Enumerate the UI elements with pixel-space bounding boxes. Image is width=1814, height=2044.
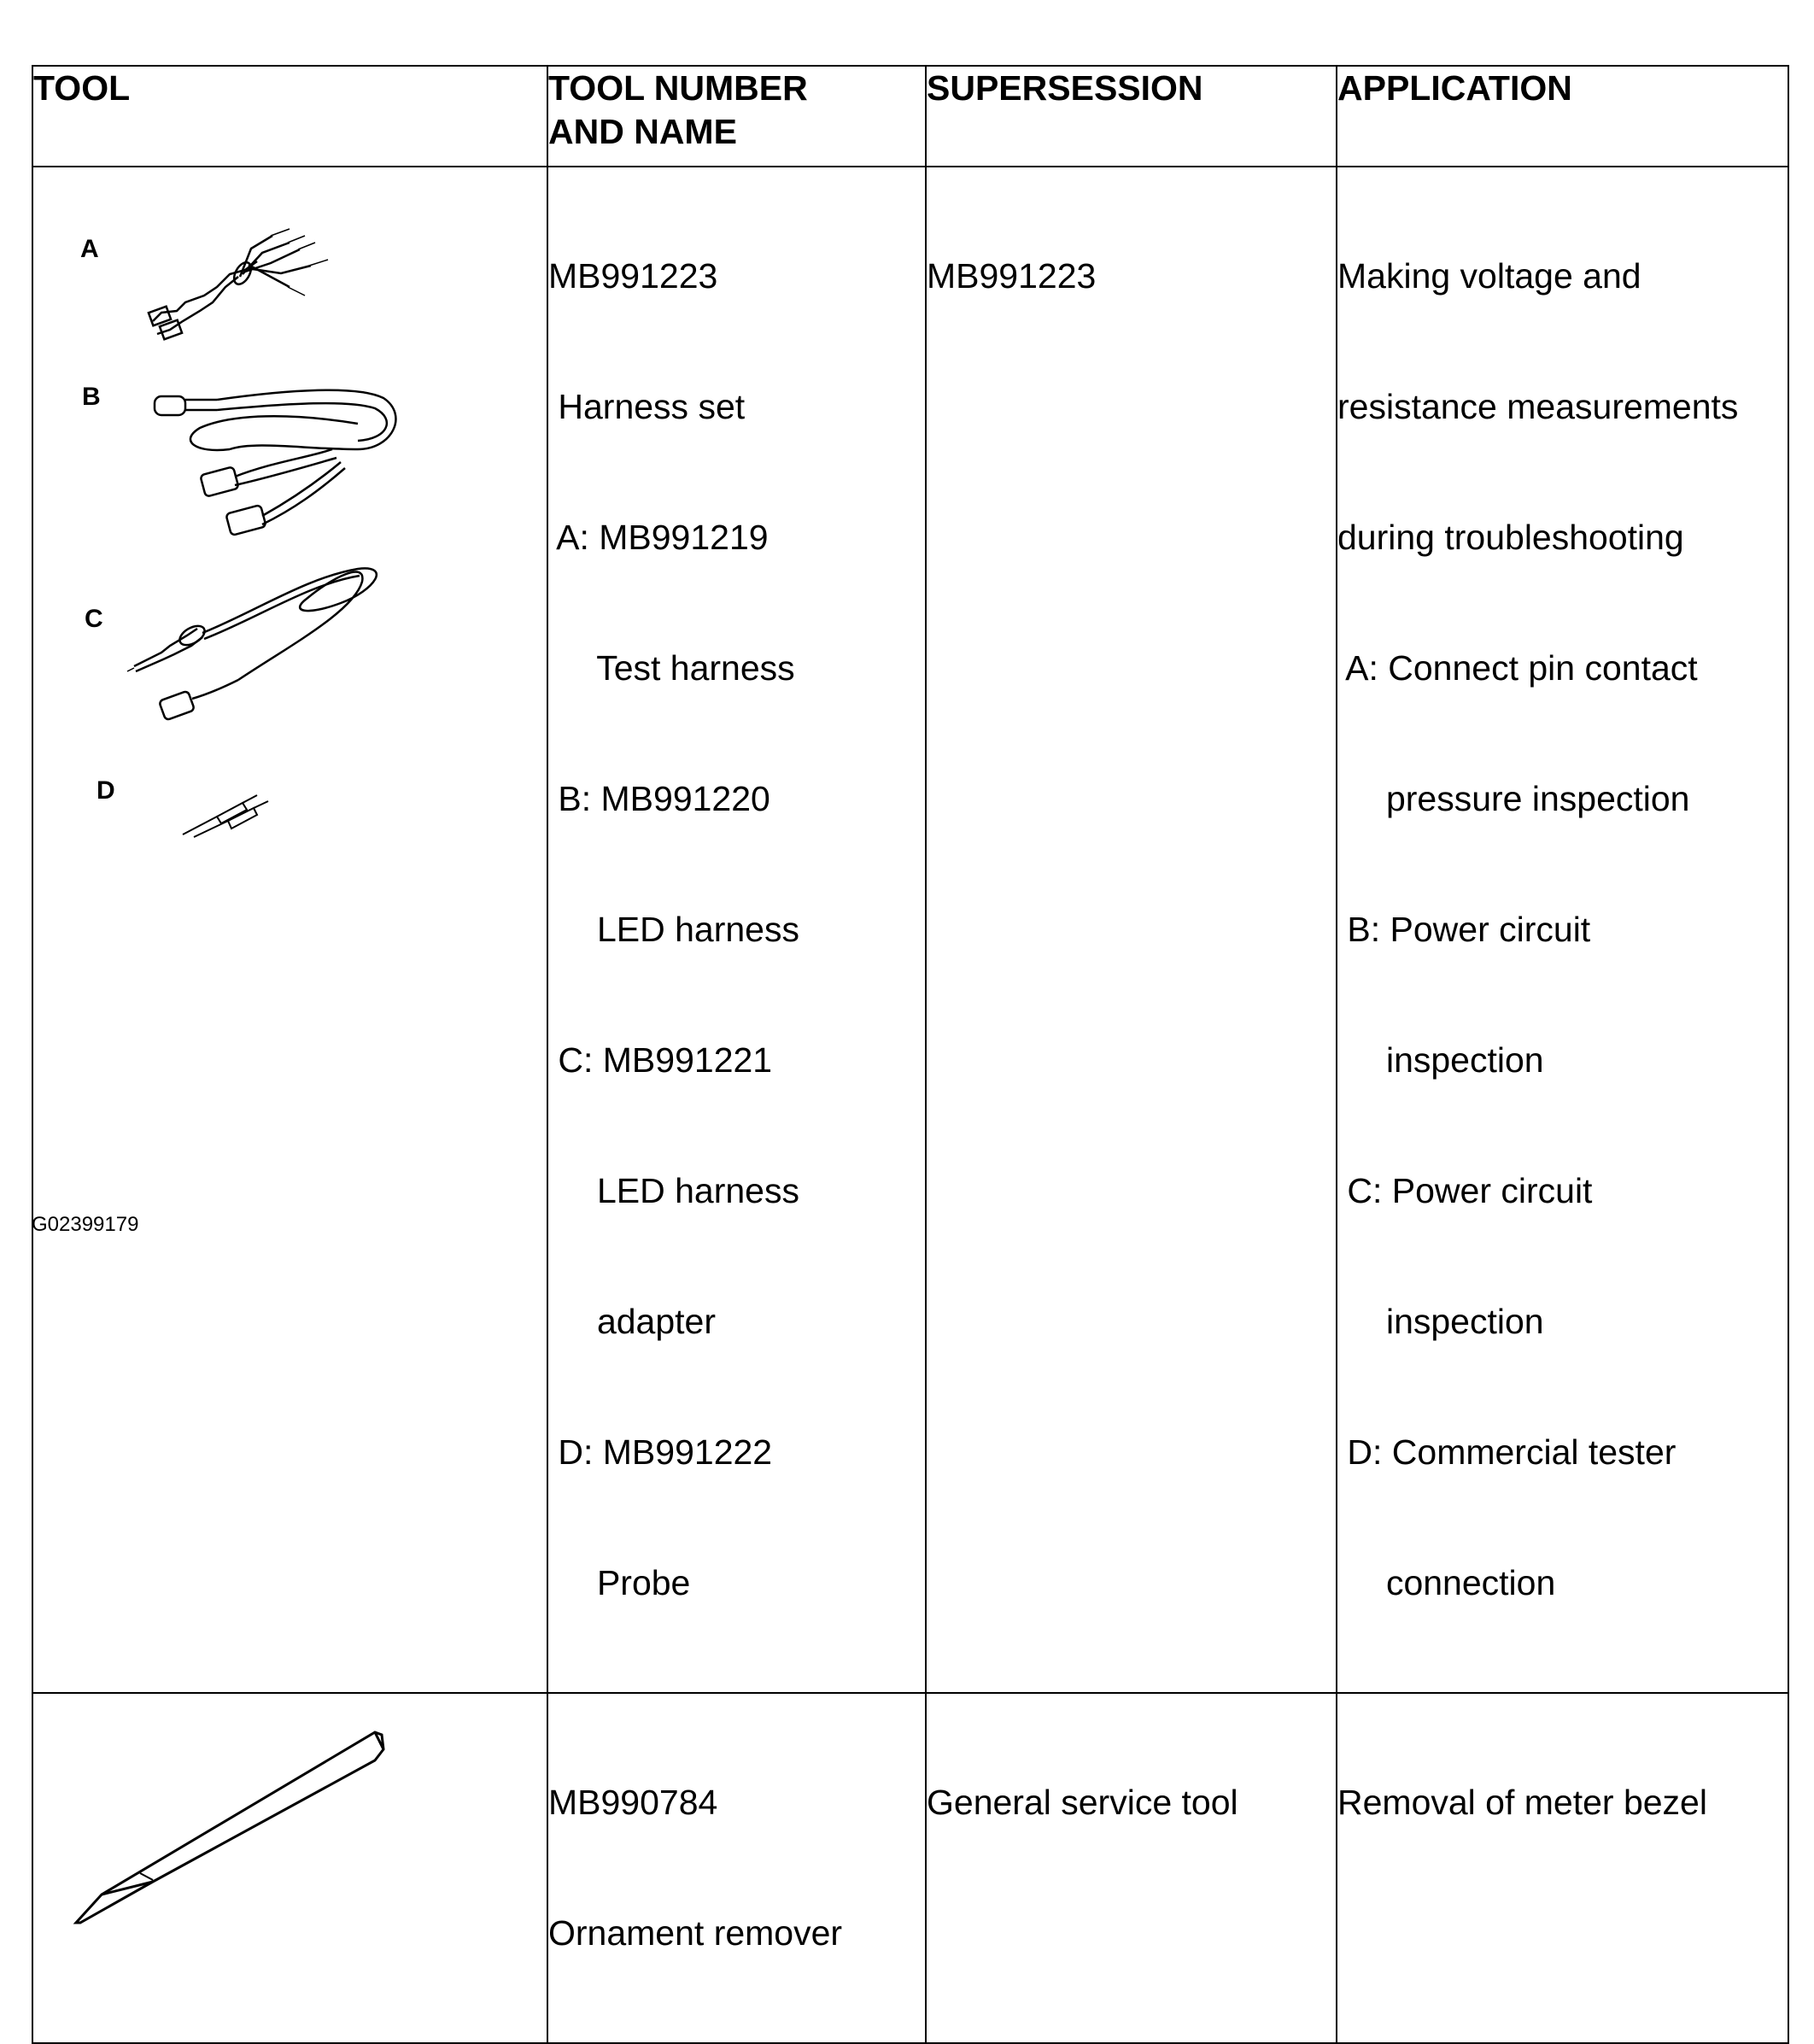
- supersession-value: General service tool: [927, 1783, 1238, 1822]
- tool-number-line: adapter: [548, 1302, 717, 1341]
- table-row: [32, 167, 1788, 1693]
- tool-number-line: Probe: [548, 1563, 691, 1602]
- figure-id: G02399179: [32, 1213, 139, 1236]
- application-cell: [1337, 1693, 1788, 2043]
- harness-set-illustration: [33, 167, 546, 912]
- header-supersession: SUPERSESSION: [926, 66, 1337, 167]
- ornament-remover-icon: [76, 1732, 383, 1923]
- application-line: C: Power circuit: [1337, 1171, 1593, 1210]
- application-line: during troubleshooting: [1337, 518, 1684, 557]
- application-line: pressure inspection: [1337, 779, 1690, 818]
- tool-number-line: B: MB991220: [548, 779, 770, 818]
- table-row: [32, 1693, 1788, 2043]
- special-tools-table: [32, 65, 1789, 2044]
- application-line: inspection: [1337, 1302, 1544, 1341]
- application-line: inspection: [1337, 1040, 1544, 1080]
- tool-number-line: D: MB991222: [548, 1432, 773, 1472]
- tool-number-line: LED harness: [548, 910, 799, 949]
- tool-number-cell: [547, 167, 926, 1693]
- tool-illustration-cell: [32, 167, 547, 1693]
- ornament-remover-illustration: [33, 1694, 546, 1969]
- application-line: A: Connect pin contact: [1337, 648, 1698, 688]
- tool-label-a: A: [80, 235, 99, 263]
- application-line: connection: [1337, 1563, 1556, 1602]
- led-harness-adapter-icon: [127, 568, 377, 720]
- supersession-cell: [926, 1693, 1337, 2043]
- probe-icon: [183, 795, 268, 837]
- tool-number-line: Test harness: [548, 648, 795, 688]
- tool-number-line: Ornament remover: [548, 1913, 843, 1953]
- application-line: B: Power circuit: [1337, 910, 1591, 949]
- application-line: Making voltage and: [1337, 256, 1641, 296]
- test-harness-icon: [149, 229, 328, 339]
- application-line: resistance measurements: [1337, 387, 1739, 426]
- tool-number-line: LED harness: [548, 1171, 799, 1210]
- header-tool: TOOL: [32, 66, 547, 167]
- led-harness-icon: [155, 390, 395, 536]
- tool-number-line: A: MB991219: [548, 518, 769, 557]
- tool-illustration-cell: [32, 1693, 547, 2043]
- application-cell: [1337, 167, 1788, 1693]
- tool-number-line: Harness set: [548, 387, 746, 426]
- header-row: [32, 66, 1788, 167]
- supersession-cell: [926, 167, 1337, 1693]
- application-line: Removal of meter bezel: [1337, 1783, 1707, 1822]
- supersession-value: MB991223: [927, 256, 1097, 296]
- header-tool-number-and-name: TOOL NUMBER AND NAME: [547, 66, 926, 167]
- tool-number-line: MB991223: [548, 256, 718, 296]
- header-application: APPLICATION: [1337, 66, 1788, 167]
- tool-label-b: B: [82, 383, 101, 411]
- tool-number-cell: [547, 1693, 926, 2043]
- application-line: D: Commercial tester: [1337, 1432, 1676, 1472]
- tool-label-d: D: [97, 776, 115, 805]
- tool-number-line: C: MB991221: [548, 1040, 773, 1080]
- tool-number-line: MB990784: [548, 1783, 718, 1822]
- tool-label-c: C: [85, 605, 103, 633]
